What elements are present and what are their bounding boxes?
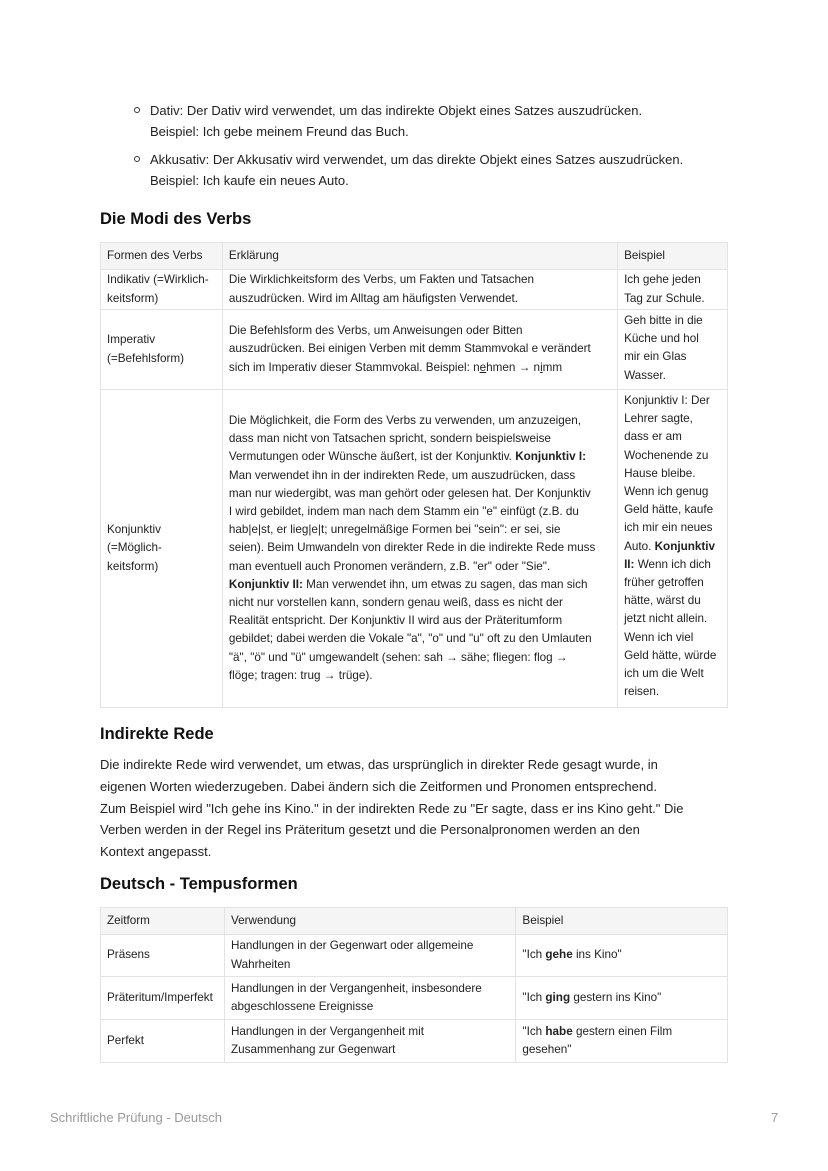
cell-verwendung: Handlungen in der Vergangenheit mit Zusammenhang zur Gegenwart: [224, 1020, 515, 1063]
heading-modi: Die Modi des Verbs: [100, 210, 252, 228]
cell-verwendung: Handlungen in der Gegenwart oder allgemeine Wahrheiten: [224, 935, 515, 977]
tempus-table: [100, 907, 728, 1063]
col-header: Formen des Verbs: [101, 243, 223, 270]
cell-zeitform: Präteritum/Imperfekt: [101, 977, 225, 1020]
col-header: Zeitform: [101, 908, 225, 935]
table-row: [101, 935, 728, 977]
cell-form: Imperativ (=Befehlsform): [101, 310, 223, 390]
hollow-bullet-icon: [134, 156, 140, 162]
modi-table: [100, 242, 728, 708]
bullet-dativ: [134, 100, 734, 142]
heading-tempusformen: Deutsch - Tempusformen: [100, 875, 298, 893]
table-row-indikativ: [101, 270, 728, 310]
bullet-text: Akkusativ: Der Akkusativ wird verwendet, um das direkte Objekt eines Satzes auszudrücken.: [150, 152, 684, 167]
indirekte-rede-paragraph: Die indirekte Rede wird verwendet, um etwas, das ursprünglich in direkter Rede gesagt wurde, in eigenen Worten wiederzugeben. Dabei ändern sich die Zeitformen und Pronomen entsprechend. Zum Beispiel wird "Ich gehe ins Kino." in der indirekten Rede zu "Er sagte, dass er ins Kino geht." Die Verben werden in der Regel ins Präteritum gesetzt und die Personalpronomen werden an den Kontext angepasst.: [100, 757, 684, 860]
cell-verwendung: Handlungen in der Vergangenheit, insbesondere abgeschlossene Ereignisse: [224, 977, 515, 1020]
table-row-imperativ: [101, 310, 728, 390]
table-row: [101, 1020, 728, 1063]
page-number: 7: [771, 1110, 779, 1125]
cell-zeitform: Perfekt: [101, 1020, 225, 1063]
bullet-akkusativ: [134, 149, 734, 191]
table-header-row: [101, 908, 728, 935]
col-header: Beispiel: [618, 243, 728, 270]
hollow-bullet-icon: [134, 107, 140, 113]
heading-indirekte-rede: Indirekte Rede: [100, 725, 214, 743]
table-header-row: [101, 243, 728, 270]
cell-form: Konjunktiv (=Möglich- keitsform): [101, 390, 223, 708]
col-header: Beispiel: [516, 908, 728, 935]
cell-example: Konjunktiv I: Der Lehrer sagte, dass er am Wochenende zu Hause bleibe. Wenn ich genug Geld hätte, kaufe ich mir ein neues Auto. Konjunktiv II: Wenn ich dich früher getroffen hätte, wärst du jetzt nicht allein. Wenn ich viel Geld hätte, würde ich um die Welt reisen.: [618, 390, 728, 708]
col-header: Erklärung: [222, 243, 617, 270]
table-row: [101, 977, 728, 1020]
cell-beispiel: "Ich ging gestern ins Kino": [516, 977, 728, 1020]
case-bullet-list: [134, 100, 734, 198]
cell-beispiel: "Ich habe gestern einen Film gesehen": [516, 1020, 728, 1063]
cell-zeitform: Präsens: [101, 935, 225, 977]
table-row-konjunktiv: [101, 390, 728, 708]
bullet-example: Beispiel: Ich gebe meinem Freund das Buch.: [150, 124, 409, 139]
col-header: Verwendung: [224, 908, 515, 935]
bullet-example: Beispiel: Ich kaufe ein neues Auto.: [150, 173, 349, 188]
cell-explanation: Die Möglichkeit, die Form des Verbs zu verwenden, um anzuzeigen, dass man nicht von Tatsachen spricht, sondern beispielsweise Vermutungen oder Wünsche äußert, ist der Konjunktiv. Konjunktiv I: Man verwendet ihn in der indirekten Rede, um auszudrücken, dass man nur wiedergibt, was man gehört oder gelesen hat. Der Konjunktiv I wird gebildet, indem man nach dem Stamm ein "e" einfügt (z.B. du hab|e|st, er lieg|e|t; unregelmäßige Formen bei "sein": er sei, sie seien). Beim Umwandeln von direkter Rede in die indirekte Rede muss man eventuell auch Pronomen verändern, z.B. "er" oder "Sie". Konjunktiv II: Man verwendet ihn, um etwas zu sagen, das man sich nicht nur vorstellen kann, sondern genau weiß, dass es nicht der Realität entspricht. Der Konjunktiv II wird aus der Präteritumform gebildet; dabei werden die Vokale "a", "o" und "u" oft zu den Umlauten "ä", "ö" und "ü" umgewandelt (sehen: sah → sähe; fliegen: flog → flöge; tragen: trug → trüge).: [222, 390, 617, 708]
cell-explanation: Die Wirklichkeitsform des Verbs, um Fakten und Tatsachen auszudrücken. Wird im Alltag am häufigsten Verwendet.: [222, 270, 617, 310]
cell-example: Ich gehe jeden Tag zur Schule.: [618, 270, 728, 310]
cell-form: Indikativ (=Wirklich- keitsform): [101, 270, 223, 310]
footer-title: Schriftliche Prüfung - Deutsch: [50, 1110, 222, 1125]
cell-example: Geh bitte in die Küche und hol mir ein Glas Wasser.: [618, 310, 728, 390]
cell-beispiel: "Ich gehe ins Kino": [516, 935, 728, 977]
cell-explanation: Die Befehlsform des Verbs, um Anweisungen oder Bitten auszudrücken. Bei einigen Verben mit demm Stammvokal e verändert sich im Imperativ dieser Stammvokal. Beispiel: nehmen → nimm: [222, 310, 617, 390]
bullet-text: Dativ: Der Dativ wird verwendet, um das indirekte Objekt eines Satzes auszudrücken.: [150, 103, 643, 118]
